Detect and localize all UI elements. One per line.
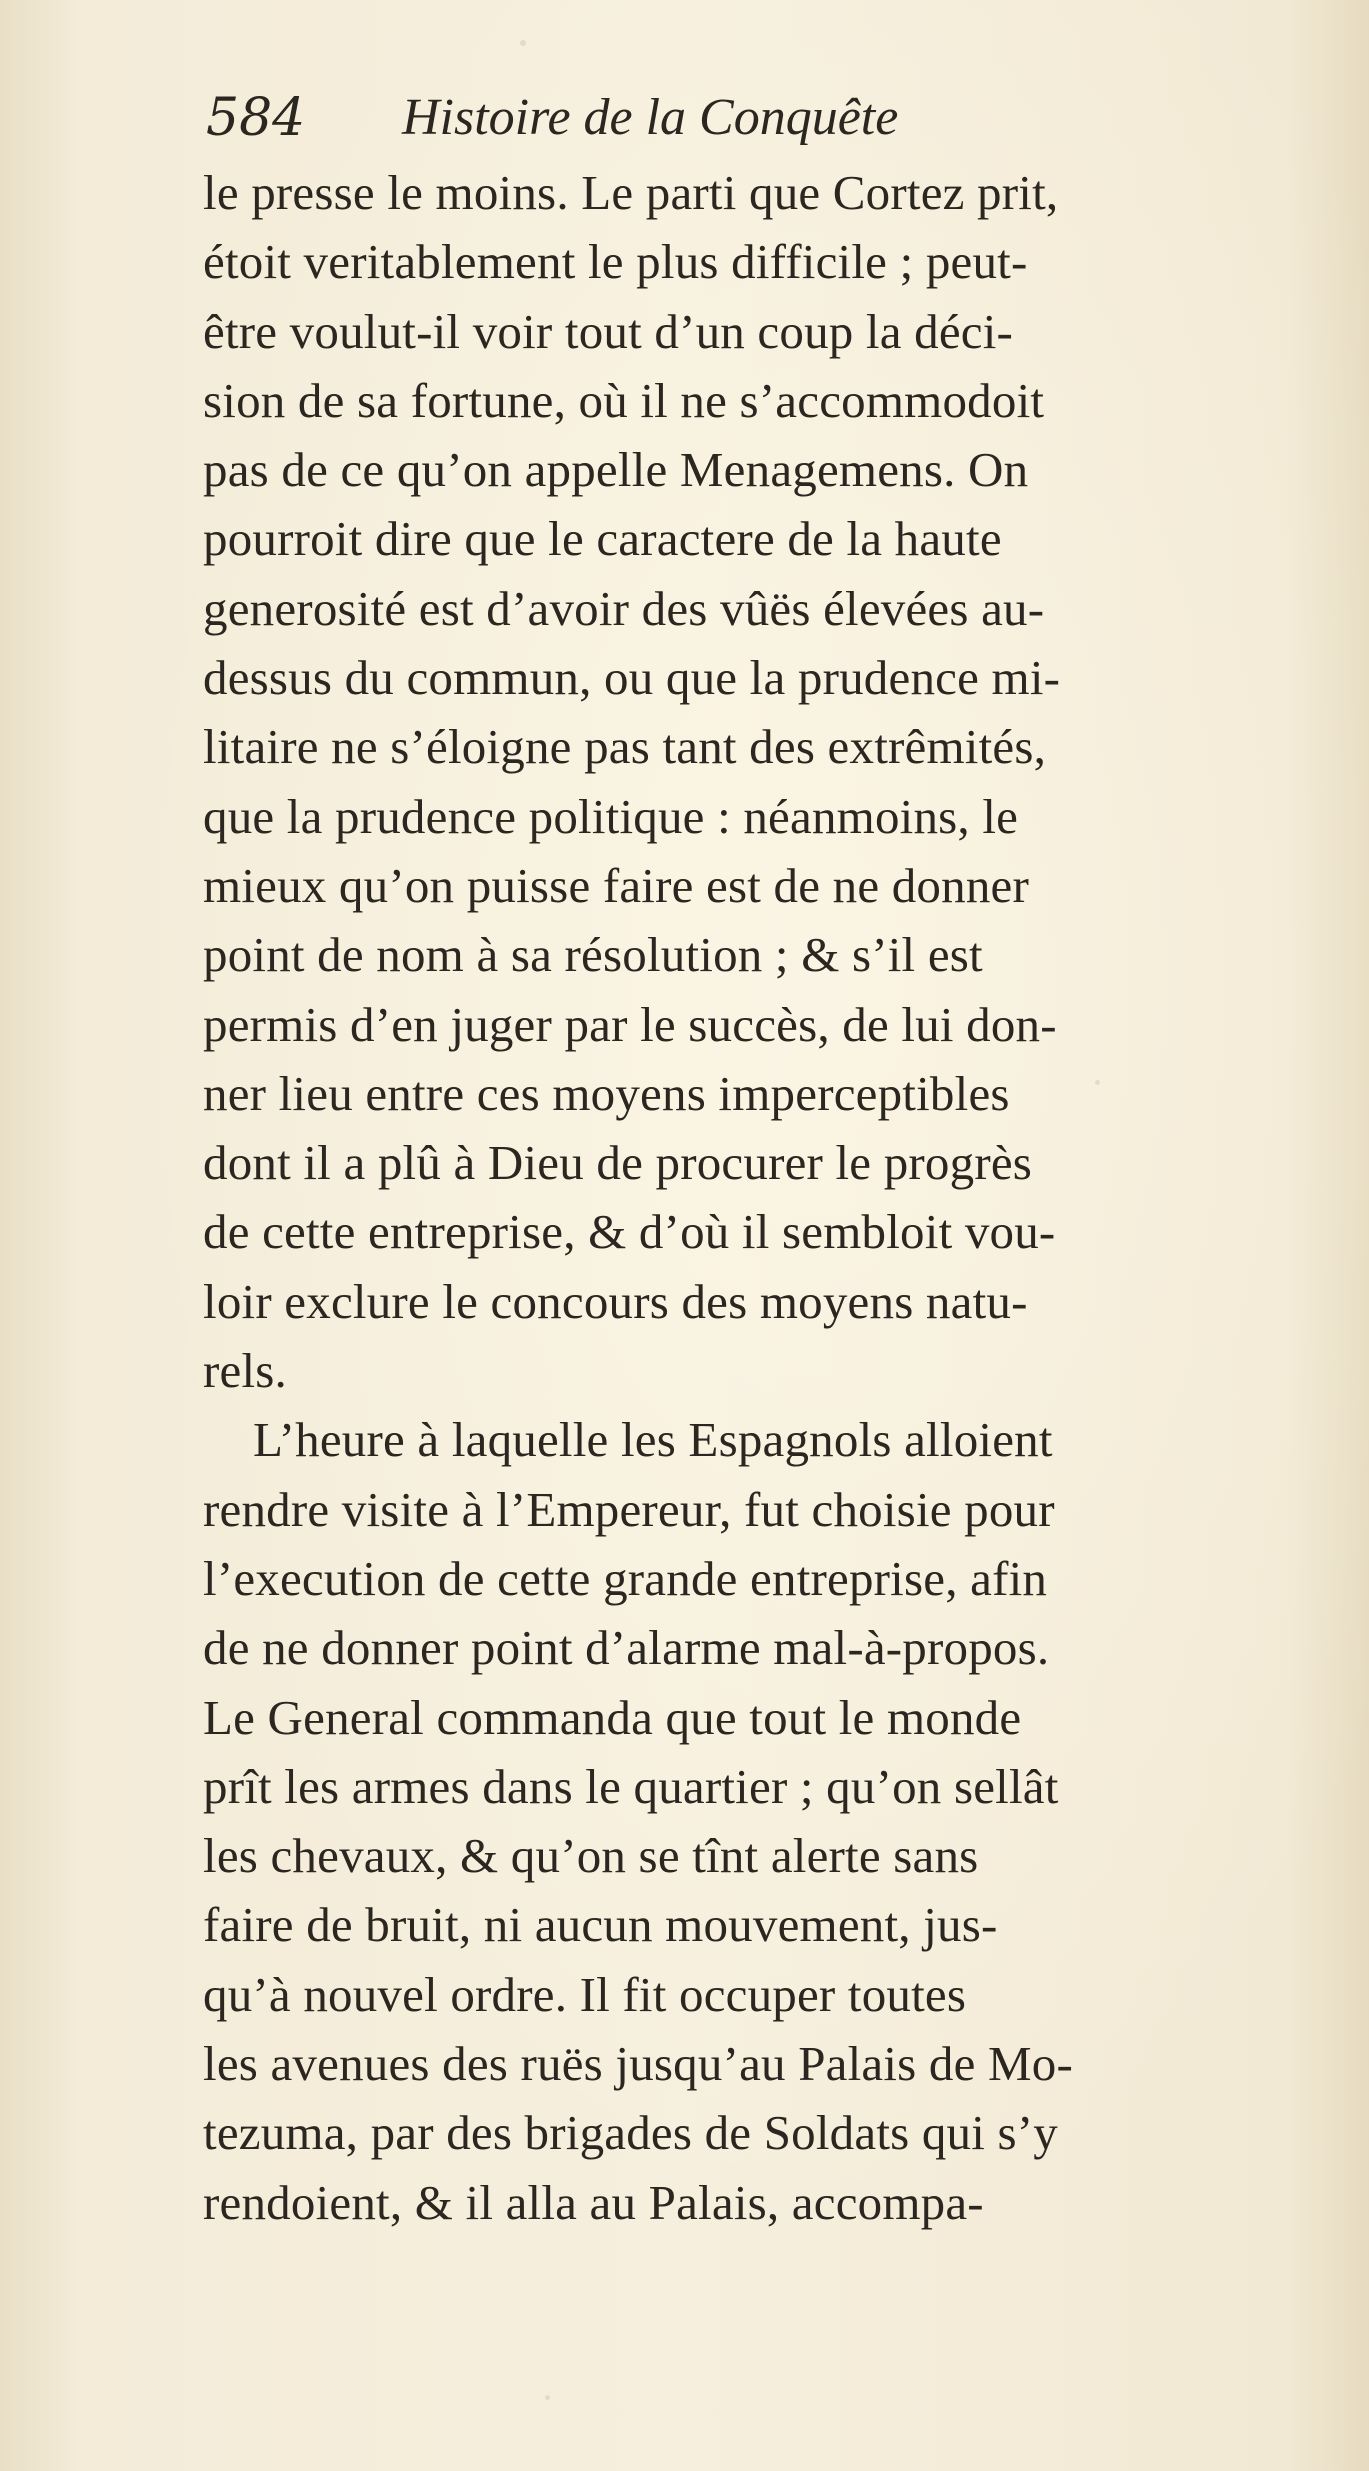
paper-spot	[520, 40, 526, 46]
text-line: permis d’en juger par le succès, de lui don-	[203, 996, 1057, 1052]
text-line: faire de bruit, ni aucun mouvement, jus-	[203, 1897, 998, 1953]
text-line: point de nom à sa résolution ; & s’il est	[203, 927, 983, 983]
text-line: pourroit dire que le caractere de la haute	[203, 511, 1002, 567]
text-line: les avenues des ruës jusqu’au Palais de Mo-	[203, 2036, 1073, 2092]
text-line: que la prudence politique : néanmoins, le	[203, 788, 1019, 844]
text-line: loir exclure le concours des moyens natu-	[203, 1273, 1028, 1329]
text-line: sion de sa fortune, où il ne s’accommodoit	[203, 372, 1045, 428]
text-line: pas de ce qu’on appelle Menagemens. On	[203, 442, 1029, 498]
text-line: dessus du commun, ou que la prudence mi-	[203, 650, 1061, 706]
text-line: l’execution de cette grande entreprise, afin	[203, 1550, 1048, 1606]
paragraph-start-line: L’heure à laquelle les Espagnols alloient	[253, 1412, 1053, 1468]
text-line: être voulut-il voir tout d’un coup la déci-	[203, 303, 1014, 359]
text-line: dont il a plû à Dieu de procurer le progrès	[203, 1135, 1033, 1191]
page-number: 584	[206, 88, 306, 148]
text-line: Le General commanda que tout le monde	[203, 1689, 1022, 1745]
body-text	[203, 158, 1283, 2237]
text-line: étoit veritablement le plus difficile ; peut-	[203, 234, 1028, 290]
text-line: litaire ne s’éloigne pas tant des extrêmités,	[203, 719, 1047, 775]
text-line: qu’à nouvel ordre. Il fit occuper toutes	[203, 1966, 967, 2022]
text-line: ner lieu entre ces moyens imperceptibles	[203, 1065, 1010, 1121]
text-line: tezuma, par des brigades de Soldats qui s’y	[203, 2105, 1058, 2161]
text-line: rels.	[203, 1343, 287, 1399]
text-line: mieux qu’on puisse faire est de ne donner	[203, 857, 1029, 913]
text-line: de ne donner point d’alarme mal-à-propos.	[203, 1620, 1050, 1676]
text-line: generosité est d’avoir des vûës élevées au-	[203, 580, 1045, 636]
running-title: Histoire de la Conquête	[402, 89, 899, 146]
page-header	[206, 78, 1206, 158]
text-line: les chevaux, & qu’on se tînt alerte sans	[203, 1828, 979, 1884]
text-line: le presse le moins. Le parti que Cortez prit,	[203, 165, 1059, 220]
text-line: prît les armes dans le quartier ; qu’on sellât	[203, 1758, 1059, 1814]
text-line: de cette entreprise, & d’où il sembloit vou-	[203, 1204, 1056, 1260]
text-line: rendre visite à l’Empereur, fut choisie pour	[203, 1481, 1055, 1537]
text-line: rendoient, & il alla au Palais, accompa-	[203, 2174, 984, 2230]
paper-spot	[545, 2395, 550, 2400]
